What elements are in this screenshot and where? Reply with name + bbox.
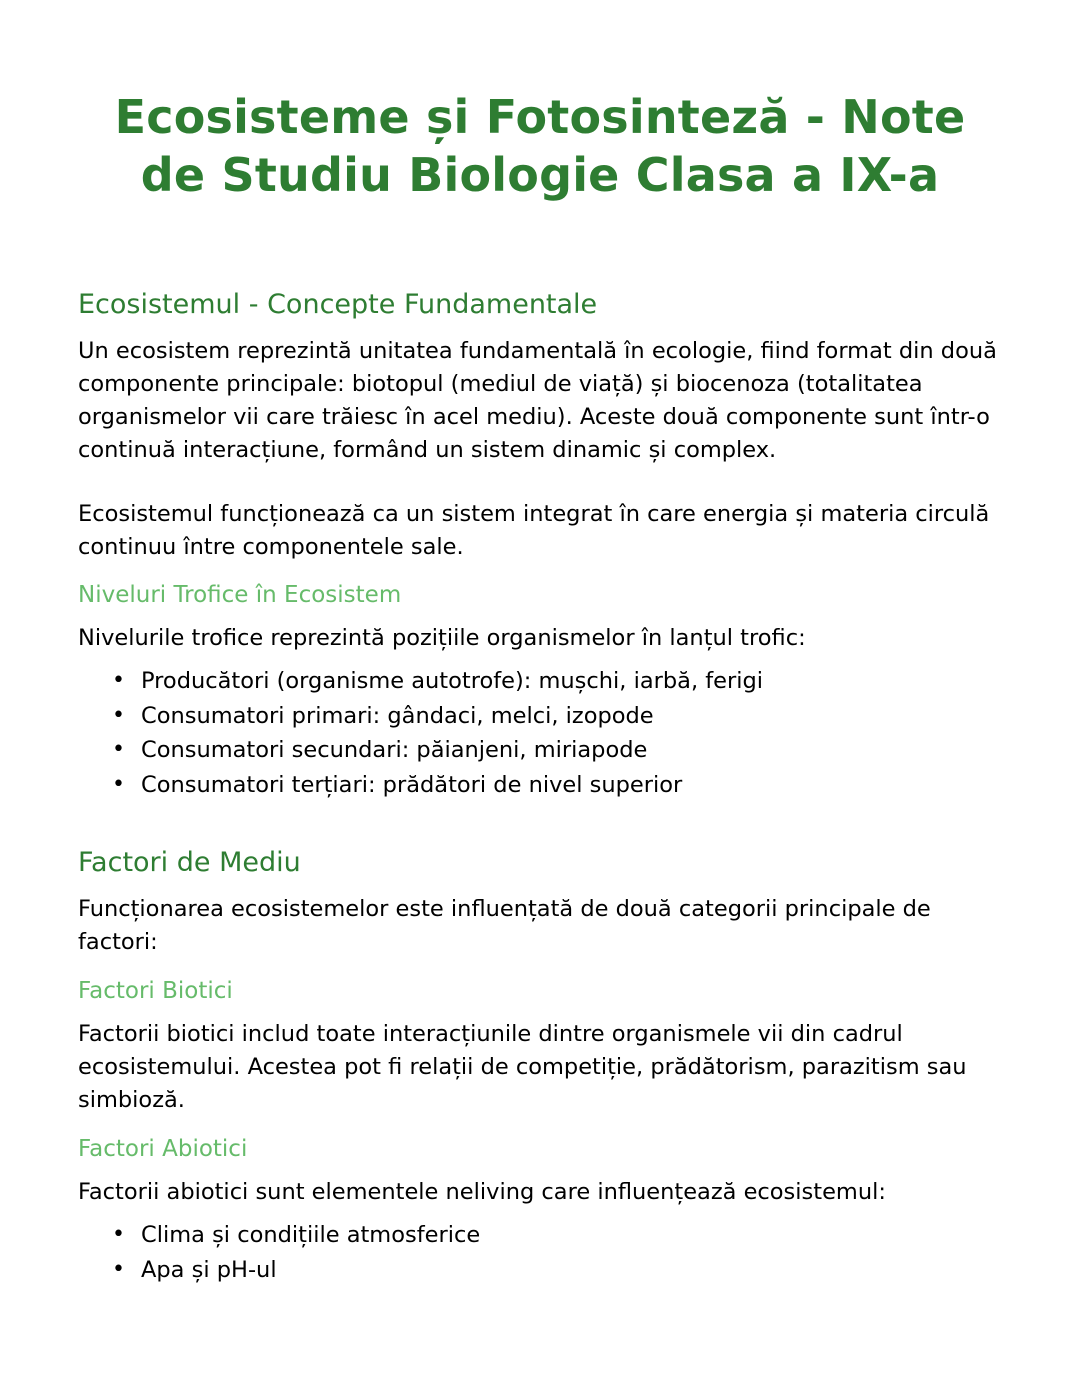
paragraph-ecosistem-definition: Un ecosistem reprezintă unitatea fundamentală în ecologie, fiind format din două componente principale: biotopul (mediul de viață) și biocenoza (totalitatea organismelor vii care trăiesc în acel mediu). Aceste două componente sunt într-o continuă interacțiune, formând un sistem dinamic și complex. — [78, 338, 997, 463]
bullet-icon: • — [112, 1256, 125, 1282]
list-item-text: Producători (organisme autotrofe): mușchi, iarbă, ferigi — [141, 668, 764, 694]
section-heading-factori: Factori de Mediu — [78, 847, 301, 878]
bullet-icon: • — [112, 1222, 125, 1247]
bullet-icon: • — [112, 737, 125, 762]
list-item-text: Consumatori secundari: păianjeni, miriapode — [141, 737, 648, 763]
paragraph-niveluri-intro: Nivelurile trofice reprezintă pozițiile organismelor în lanțul trofic: — [78, 625, 806, 651]
bullet-icon: • — [112, 771, 125, 797]
list-item-text: Apa și pH-ul — [141, 1256, 277, 1283]
list-item — [78, 768, 763, 803]
list-item-text: Consumatori terțiari: prădători de nivel superior — [141, 771, 683, 798]
section-heading-ecosistem: Ecosistemul - Concepte Fundamentale — [78, 289, 598, 320]
list-item-text: Consumatori primari: gândaci, melci, izopode — [141, 702, 654, 729]
abiotic-factors-list — [78, 1218, 480, 1287]
list-item-text: Clima și condițiile atmosferice — [141, 1222, 481, 1248]
page-title: Ecosisteme și Fotosinteză - Note de Studiu Biologie Clasa a IX-a — [114, 90, 966, 202]
paragraph-factori-biotici: Factorii biotici includ toate interacțiunile dintre organismele vii din cadrul ecosistemului. Acestea pot fi relații de competiție, prădătorism, parazitism sau simbioză. — [78, 1021, 967, 1113]
subheading-factori-biotici: Factori Biotici — [78, 978, 233, 1004]
list-item — [78, 1218, 480, 1253]
list-item — [78, 733, 763, 768]
bullet-icon: • — [112, 702, 125, 728]
list-item — [78, 664, 763, 699]
paragraph-factori-abiotici-intro: Factorii abiotici sunt elementele neliving care influențează ecosistemul: — [78, 1179, 886, 1205]
list-item — [78, 1253, 480, 1288]
paragraph-factori-intro: Funcționarea ecosistemelor este influențată de două categorii principale de factori: — [78, 896, 931, 955]
subheading-factori-abiotici: Factori Abiotici — [78, 1136, 248, 1162]
paragraph-ecosistem-function: Ecosistemul funcționează ca un sistem integrat în care energia și materia circulă continuu între componentele sale. — [78, 501, 990, 560]
list-item — [78, 699, 763, 734]
bullet-icon: • — [112, 668, 125, 693]
trophic-levels-list — [78, 664, 763, 802]
subheading-niveluri-trofice: Niveluri Trofice în Ecosistem — [78, 582, 402, 608]
